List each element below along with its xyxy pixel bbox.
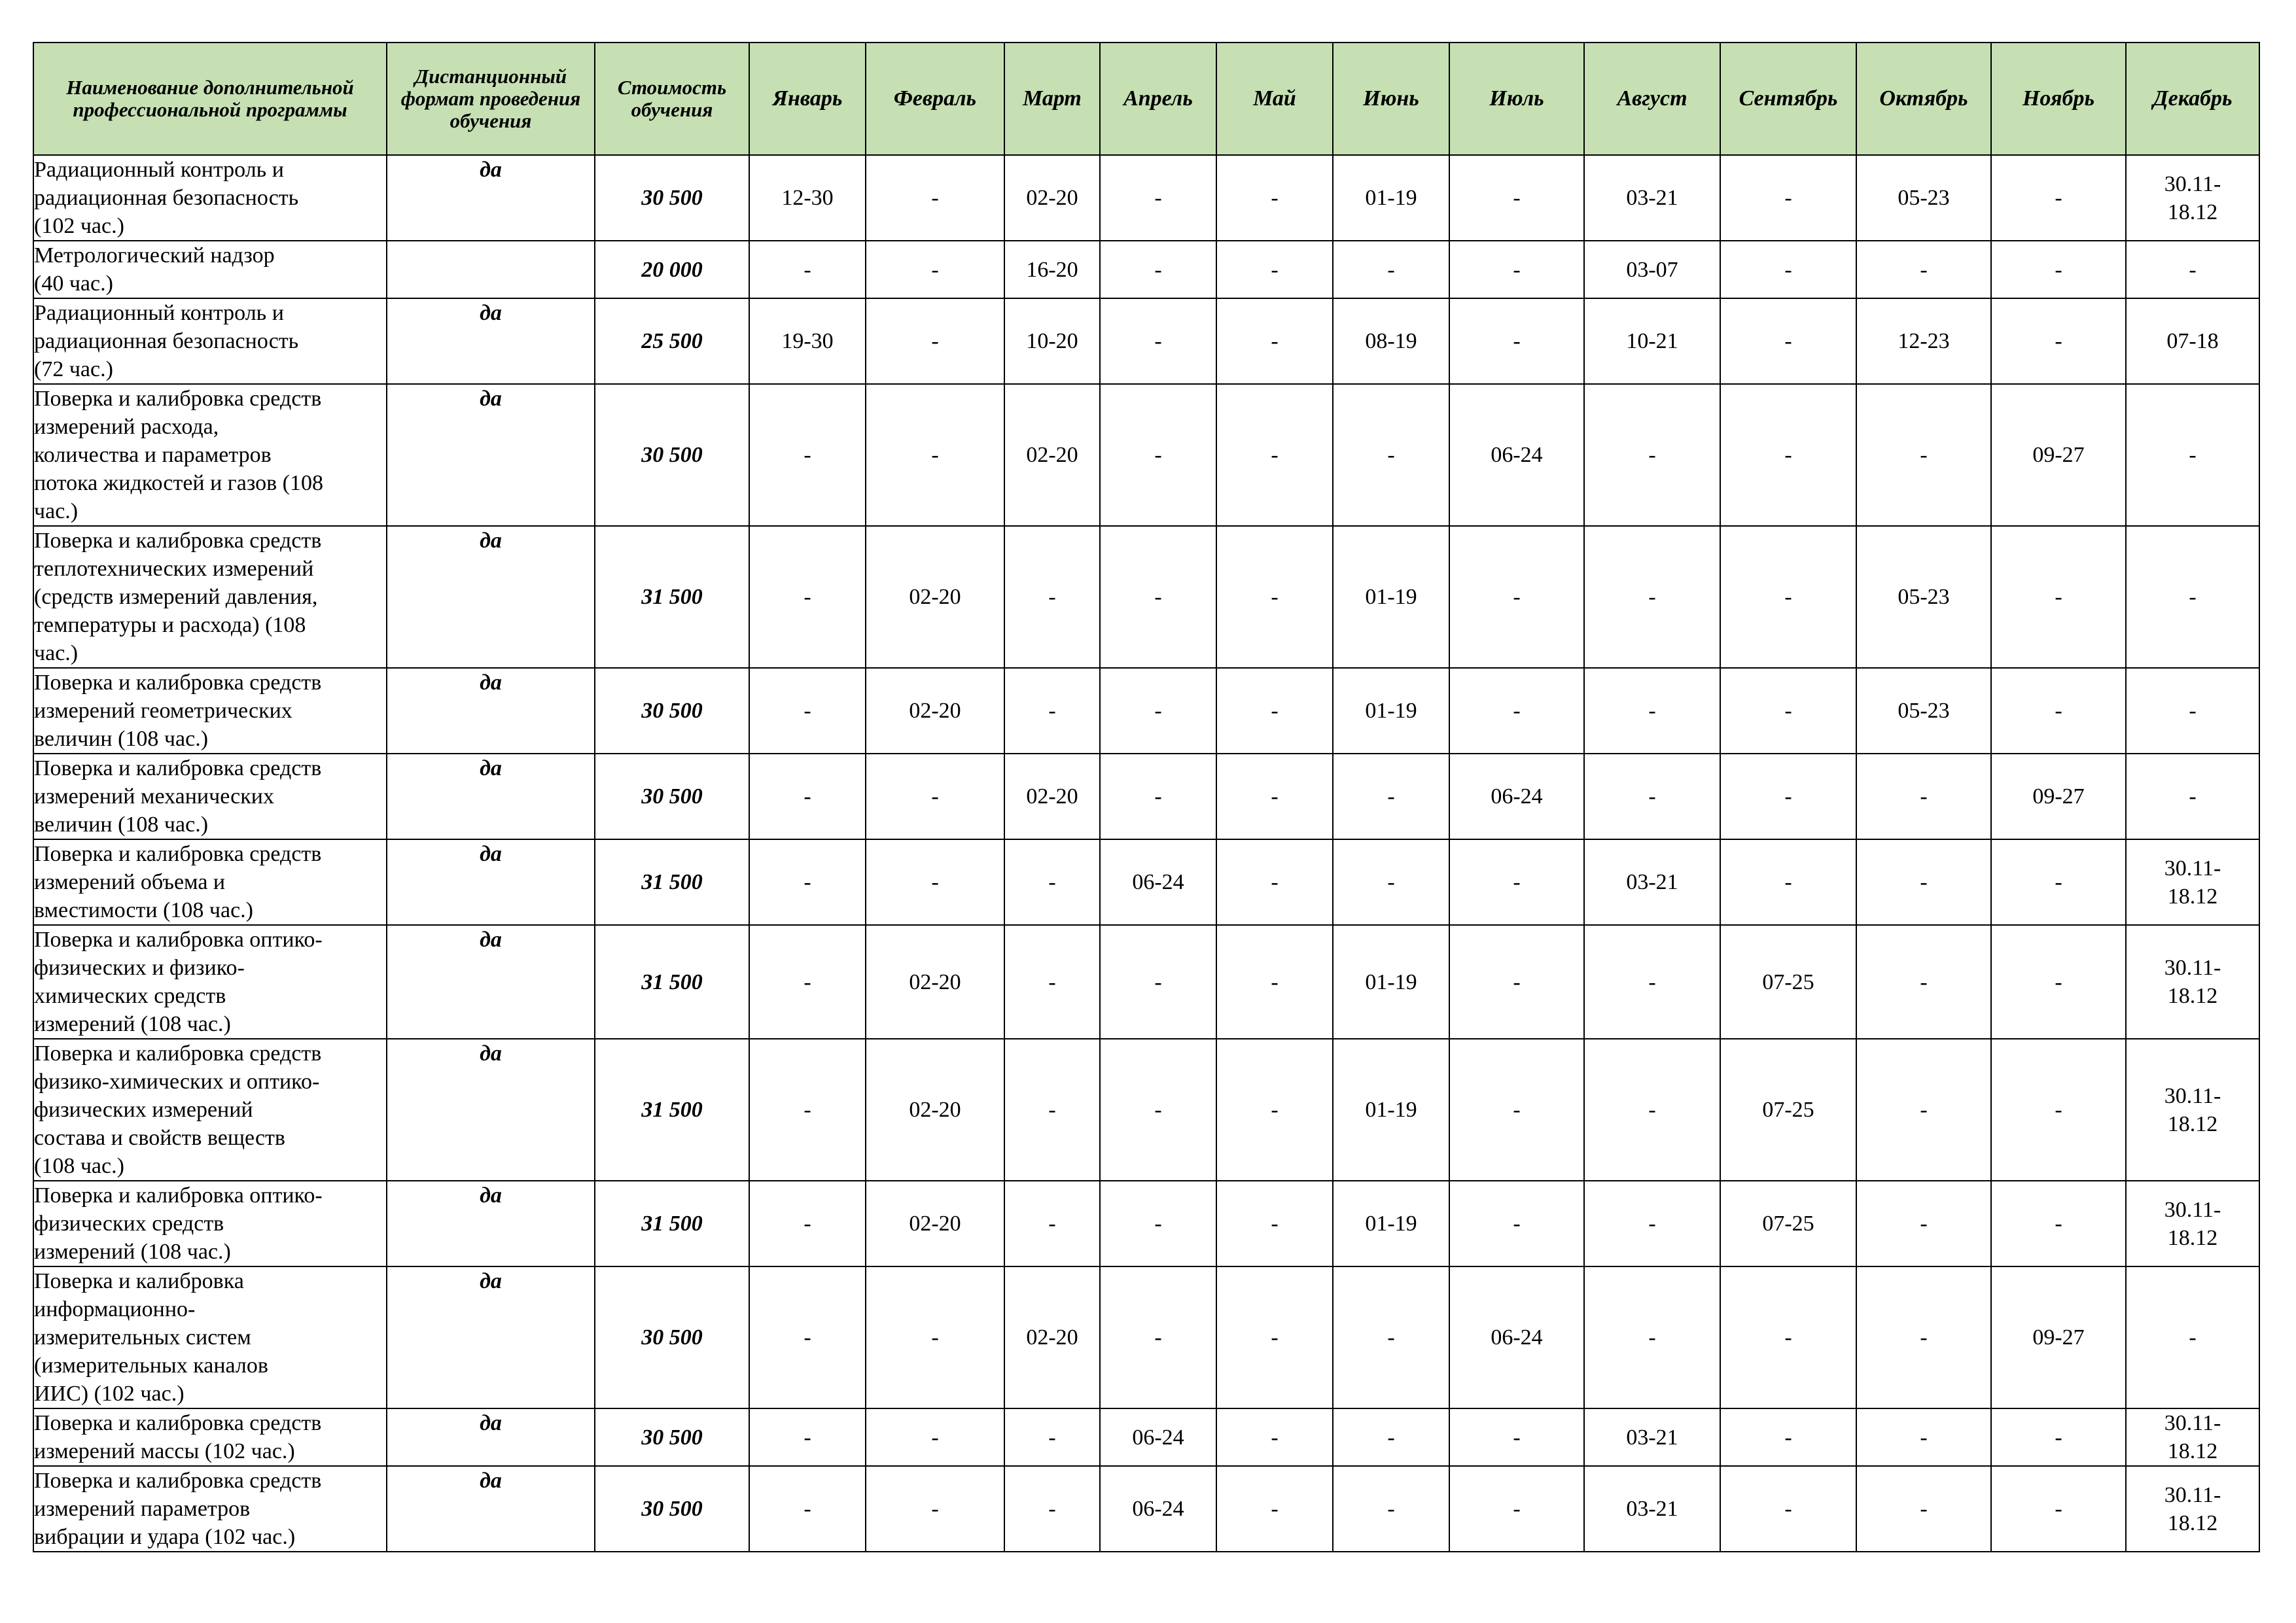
- month-date-cell: -: [866, 155, 1004, 241]
- table-row: [33, 925, 2259, 1039]
- month-date-cell: -: [1216, 384, 1333, 526]
- month-date-cell: -: [1991, 241, 2126, 298]
- month-date-cell: -: [1856, 1408, 1991, 1466]
- program-name-line: (72 час.): [34, 357, 113, 381]
- month-date-cell: -: [1100, 241, 1216, 298]
- month-date-cell: 05-23: [1856, 155, 1991, 241]
- month-date-cell: -: [1856, 1466, 1991, 1552]
- month-date-cell: -: [1333, 1266, 1449, 1408]
- month-date-cell: -: [1216, 298, 1333, 384]
- month-date-cell: 03-21: [1584, 1408, 1720, 1466]
- month-date-cell: -: [1216, 925, 1333, 1039]
- header-price: Стоимость обучения: [595, 43, 749, 155]
- month-date-cell: -: [1004, 1181, 1100, 1266]
- month-date-cell: -: [1216, 1466, 1333, 1552]
- month-date-cell: -: [1333, 384, 1449, 526]
- month-date-cell: -: [866, 754, 1004, 839]
- header-month: Май: [1216, 43, 1333, 155]
- month-date-cell: -: [749, 1039, 866, 1181]
- program-name-line: (средств измерений давления,: [34, 585, 318, 609]
- program-name-cell: [33, 925, 387, 1039]
- month-date-cell: -: [1856, 754, 1991, 839]
- program-name-line: (измерительных каналов: [34, 1353, 268, 1378]
- month-date-cell: -: [1100, 298, 1216, 384]
- month-date-cell: -: [1720, 839, 1856, 925]
- month-date-cell: 12-30: [749, 155, 866, 241]
- remote-format-cell: да: [387, 1039, 595, 1181]
- month-date-cell: 30.11- 18.12: [2126, 925, 2259, 1039]
- month-date-cell: -: [2126, 668, 2259, 754]
- header-month: Январь: [749, 43, 866, 155]
- month-date-cell: 05-23: [1856, 526, 1991, 668]
- month-date-cell: -: [1216, 668, 1333, 754]
- program-name-line: измерений расхода,: [34, 415, 219, 439]
- program-name-line: час.): [34, 499, 79, 523]
- month-date-cell: -: [749, 839, 866, 925]
- month-date-cell: 30.11- 18.12: [2126, 839, 2259, 925]
- month-date-cell: -: [1100, 754, 1216, 839]
- header-month: Октябрь: [1856, 43, 1991, 155]
- month-date-cell: 30.11- 18.12: [2126, 1181, 2259, 1266]
- month-date-cell: -: [1720, 668, 1856, 754]
- month-date-cell: 06-24: [1100, 839, 1216, 925]
- program-name-cell: [33, 1266, 387, 1408]
- table-row: [33, 241, 2259, 298]
- remote-format-cell: да: [387, 754, 595, 839]
- month-date-cell: -: [1856, 241, 1991, 298]
- header-month: Август: [1584, 43, 1720, 155]
- program-name-line: Поверка и калибровка средств: [34, 387, 322, 411]
- table-row: [33, 298, 2259, 384]
- program-name-line: измерительных систем: [34, 1325, 251, 1350]
- month-date-cell: 09-27: [1991, 384, 2126, 526]
- month-date-cell: -: [749, 1181, 866, 1266]
- program-name-line: радиационная безопасность: [34, 329, 299, 353]
- month-date-cell: -: [749, 925, 866, 1039]
- remote-format-cell: да: [387, 155, 595, 241]
- month-date-cell: -: [1004, 839, 1100, 925]
- month-date-cell: -: [1216, 839, 1333, 925]
- month-date-cell: 06-24: [1449, 1266, 1584, 1408]
- month-date-cell: -: [1449, 1181, 1584, 1266]
- month-date-cell: -: [1004, 1039, 1100, 1181]
- month-date-cell: -: [1100, 925, 1216, 1039]
- remote-format-cell: [387, 241, 595, 298]
- remote-format-cell: да: [387, 1408, 595, 1466]
- program-name-line: измерений параметров: [34, 1497, 251, 1521]
- program-name-line: вместимости (108 час.): [34, 898, 254, 922]
- month-date-cell: -: [749, 1266, 866, 1408]
- month-date-cell: -: [1216, 1181, 1333, 1266]
- month-date-cell: -: [866, 1466, 1004, 1552]
- month-date-cell: 03-21: [1584, 155, 1720, 241]
- month-date-cell: 05-23: [1856, 668, 1991, 754]
- header-remote: Дистанционный формат проведения обучения: [387, 43, 595, 155]
- table-row: [33, 839, 2259, 925]
- month-date-cell: 01-19: [1333, 668, 1449, 754]
- month-date-cell: -: [1449, 526, 1584, 668]
- program-name-line: Поверка и калибровка средств: [34, 756, 322, 780]
- month-date-cell: -: [749, 1466, 866, 1552]
- month-date-cell: 06-24: [1100, 1408, 1216, 1466]
- month-date-cell: 02-20: [1004, 754, 1100, 839]
- month-date-cell: -: [1100, 384, 1216, 526]
- month-date-cell: -: [1216, 155, 1333, 241]
- month-date-cell: -: [1449, 155, 1584, 241]
- month-date-cell: -: [1720, 384, 1856, 526]
- table-row: [33, 1408, 2259, 1466]
- month-date-cell: -: [1991, 1466, 2126, 1552]
- header-program: Наименование дополнительной профессиональной программы: [33, 43, 387, 155]
- remote-format-cell: да: [387, 1181, 595, 1266]
- month-date-cell: -: [866, 241, 1004, 298]
- header-month: Июль: [1449, 43, 1584, 155]
- price-cell: 30 500: [595, 1408, 749, 1466]
- price-cell: 30 500: [595, 155, 749, 241]
- month-date-cell: 30.11- 18.12: [2126, 1408, 2259, 1466]
- table-row: [33, 1039, 2259, 1181]
- month-date-cell: -: [866, 298, 1004, 384]
- month-date-cell: 03-21: [1584, 839, 1720, 925]
- month-date-cell: -: [1584, 1266, 1720, 1408]
- remote-format-cell: да: [387, 526, 595, 668]
- month-date-cell: 30.11- 18.12: [2126, 1466, 2259, 1552]
- program-name-cell: [33, 1408, 387, 1466]
- month-date-cell: 07-25: [1720, 1181, 1856, 1266]
- program-name-line: Поверка и калибровка: [34, 1269, 244, 1293]
- month-date-cell: -: [1584, 1039, 1720, 1181]
- month-date-cell: -: [749, 241, 866, 298]
- month-date-cell: -: [1720, 1266, 1856, 1408]
- month-date-cell: -: [1216, 241, 1333, 298]
- month-date-cell: 01-19: [1333, 925, 1449, 1039]
- month-date-cell: -: [749, 384, 866, 526]
- month-date-cell: 03-21: [1584, 1466, 1720, 1552]
- program-name-line: измерений (108 час.): [34, 1012, 231, 1036]
- month-date-cell: -: [1100, 155, 1216, 241]
- month-date-cell: -: [1584, 668, 1720, 754]
- month-date-cell: -: [1991, 668, 2126, 754]
- month-date-cell: 02-20: [1004, 384, 1100, 526]
- month-date-cell: 16-20: [1004, 241, 1100, 298]
- program-name-line: (108 час.): [34, 1154, 124, 1178]
- program-name-line: состава и свойств веществ: [34, 1126, 285, 1150]
- month-date-cell: -: [2126, 241, 2259, 298]
- month-date-cell: -: [1004, 925, 1100, 1039]
- month-date-cell: -: [1584, 526, 1720, 668]
- header-month: Апрель: [1100, 43, 1216, 155]
- month-date-cell: -: [1720, 1466, 1856, 1552]
- month-date-cell: -: [1004, 1466, 1100, 1552]
- program-name-cell: [33, 155, 387, 241]
- price-cell: 30 500: [595, 384, 749, 526]
- program-name-line: измерений (108 час.): [34, 1240, 231, 1264]
- month-date-cell: -: [1004, 668, 1100, 754]
- program-name-line: физических средств: [34, 1212, 224, 1236]
- month-date-cell: -: [1449, 241, 1584, 298]
- month-date-cell: -: [1100, 1266, 1216, 1408]
- price-cell: 25 500: [595, 298, 749, 384]
- month-date-cell: -: [1991, 1039, 2126, 1181]
- month-date-cell: -: [1449, 839, 1584, 925]
- program-name-cell: [33, 1181, 387, 1266]
- month-date-cell: -: [1004, 526, 1100, 668]
- month-date-cell: 06-24: [1449, 384, 1584, 526]
- program-name-line: химических средств: [34, 984, 226, 1008]
- table-row: [33, 1466, 2259, 1552]
- header-month: Март: [1004, 43, 1100, 155]
- program-name-cell: [33, 1466, 387, 1552]
- price-cell: 31 500: [595, 1181, 749, 1266]
- price-cell: 30 500: [595, 754, 749, 839]
- month-date-cell: 07-25: [1720, 925, 1856, 1039]
- program-name-cell: [33, 668, 387, 754]
- month-date-cell: 06-24: [1449, 754, 1584, 839]
- month-date-cell: -: [1100, 1181, 1216, 1266]
- month-date-cell: -: [1449, 1408, 1584, 1466]
- month-date-cell: -: [1333, 1466, 1449, 1552]
- program-name-cell: [33, 1039, 387, 1181]
- header-month: Ноябрь: [1991, 43, 2126, 155]
- table-row: [33, 155, 2259, 241]
- month-date-cell: -: [1991, 298, 2126, 384]
- month-date-cell: 01-19: [1333, 155, 1449, 241]
- remote-format-cell: да: [387, 925, 595, 1039]
- header-month: Июнь: [1333, 43, 1449, 155]
- price-cell: 30 500: [595, 668, 749, 754]
- month-date-cell: 12-23: [1856, 298, 1991, 384]
- month-date-cell: 03-07: [1584, 241, 1720, 298]
- program-name-cell: [33, 526, 387, 668]
- program-name-line: измерений объема и: [34, 870, 226, 894]
- remote-format-cell: да: [387, 668, 595, 754]
- month-date-cell: -: [1216, 526, 1333, 668]
- month-date-cell: -: [2126, 526, 2259, 668]
- program-name-line: Радиационный контроль и: [34, 301, 284, 325]
- table-row: [33, 668, 2259, 754]
- program-name-cell: [33, 298, 387, 384]
- month-date-cell: -: [1856, 925, 1991, 1039]
- program-name-line: Поверка и калибровка средств: [34, 1469, 322, 1493]
- schedule-sheet: [33, 42, 2260, 1552]
- month-date-cell: -: [1100, 668, 1216, 754]
- price-cell: 31 500: [595, 1039, 749, 1181]
- month-date-cell: -: [1216, 1039, 1333, 1181]
- price-cell: 31 500: [595, 839, 749, 925]
- remote-format-cell: да: [387, 1466, 595, 1552]
- program-name-line: Метрологический надзор: [34, 243, 275, 268]
- program-name-line: физико-химических и оптико-: [34, 1070, 320, 1094]
- month-date-cell: 07-18: [2126, 298, 2259, 384]
- month-date-cell: -: [1720, 526, 1856, 668]
- table-row: [33, 384, 2259, 526]
- program-name-line: ИИС) (102 час.): [34, 1382, 185, 1406]
- month-date-cell: -: [1720, 241, 1856, 298]
- month-date-cell: -: [1333, 754, 1449, 839]
- remote-format-cell: да: [387, 1266, 595, 1408]
- program-name-line: Поверка и калибровка оптико-: [34, 928, 323, 952]
- month-date-cell: -: [1333, 1408, 1449, 1466]
- month-date-cell: 01-19: [1333, 526, 1449, 668]
- month-date-cell: 02-20: [866, 668, 1004, 754]
- program-name-line: измерений массы (102 час.): [34, 1439, 295, 1463]
- month-date-cell: -: [1856, 384, 1991, 526]
- program-name-line: Поверка и калибровка оптико-: [34, 1183, 323, 1208]
- month-date-cell: -: [1449, 925, 1584, 1039]
- month-date-cell: -: [1004, 1408, 1100, 1466]
- month-date-cell: -: [1100, 526, 1216, 668]
- month-date-cell: 02-20: [866, 526, 1004, 668]
- month-date-cell: -: [1584, 754, 1720, 839]
- month-date-cell: -: [2126, 1266, 2259, 1408]
- program-name-line: (40 час.): [34, 271, 113, 296]
- program-name-cell: [33, 839, 387, 925]
- program-name-line: Поверка и калибровка средств: [34, 529, 322, 553]
- header-row: [33, 43, 2259, 155]
- program-name-line: Поверка и калибровка средств: [34, 842, 322, 866]
- month-date-cell: 10-20: [1004, 298, 1100, 384]
- program-name-line: радиационная безопасность: [34, 186, 299, 210]
- program-name-line: величин (108 час.): [34, 727, 209, 751]
- month-date-cell: -: [1991, 1181, 2126, 1266]
- month-date-cell: 02-20: [866, 1039, 1004, 1181]
- program-name-line: Поверка и калибровка средств: [34, 671, 322, 695]
- month-date-cell: -: [1449, 668, 1584, 754]
- month-date-cell: -: [1584, 1181, 1720, 1266]
- month-date-cell: 01-19: [1333, 1039, 1449, 1181]
- month-date-cell: -: [1856, 839, 1991, 925]
- program-name-line: Поверка и калибровка средств: [34, 1411, 322, 1435]
- month-date-cell: -: [749, 1408, 866, 1466]
- month-date-cell: -: [1449, 1466, 1584, 1552]
- month-date-cell: -: [1991, 1408, 2126, 1466]
- month-date-cell: -: [749, 754, 866, 839]
- month-date-cell: 02-20: [866, 925, 1004, 1039]
- header-month: Февраль: [866, 43, 1004, 155]
- month-date-cell: -: [749, 668, 866, 754]
- month-date-cell: -: [1720, 155, 1856, 241]
- month-date-cell: -: [1856, 1181, 1991, 1266]
- month-date-cell: 02-20: [1004, 155, 1100, 241]
- table-row: [33, 754, 2259, 839]
- month-date-cell: -: [866, 1266, 1004, 1408]
- price-cell: 20 000: [595, 241, 749, 298]
- month-date-cell: -: [1216, 754, 1333, 839]
- program-name-line: Поверка и калибровка средств: [34, 1041, 322, 1066]
- month-date-cell: 09-27: [1991, 754, 2126, 839]
- month-date-cell: 10-21: [1584, 298, 1720, 384]
- program-name-line: Радиационный контроль и: [34, 158, 284, 182]
- month-date-cell: 06-24: [1100, 1466, 1216, 1552]
- month-date-cell: 08-19: [1333, 298, 1449, 384]
- month-date-cell: -: [2126, 754, 2259, 839]
- remote-format-cell: да: [387, 384, 595, 526]
- month-date-cell: -: [1991, 526, 2126, 668]
- month-date-cell: -: [1216, 1408, 1333, 1466]
- month-date-cell: -: [1991, 925, 2126, 1039]
- program-name-line: информационно-: [34, 1297, 196, 1321]
- month-date-cell: -: [1100, 1039, 1216, 1181]
- program-name-line: потока жидкостей и газов (108: [34, 471, 323, 495]
- program-name-line: теплотехнических измерений: [34, 557, 314, 581]
- program-name-line: час.): [34, 641, 79, 665]
- program-name-line: измерений геометрических: [34, 699, 292, 723]
- price-cell: 30 500: [595, 1466, 749, 1552]
- month-date-cell: -: [1991, 839, 2126, 925]
- program-name-cell: [33, 241, 387, 298]
- month-date-cell: -: [1584, 384, 1720, 526]
- header-month: Сентябрь: [1720, 43, 1856, 155]
- month-date-cell: 09-27: [1991, 1266, 2126, 1408]
- table-row: [33, 1181, 2259, 1266]
- program-name-line: величин (108 час.): [34, 812, 209, 837]
- month-date-cell: -: [1584, 925, 1720, 1039]
- month-date-cell: 01-19: [1333, 1181, 1449, 1266]
- schedule-table: [33, 42, 2260, 1552]
- program-name-cell: [33, 754, 387, 839]
- program-name-line: температуры и расхода) (108: [34, 613, 306, 637]
- month-date-cell: -: [1333, 839, 1449, 925]
- month-date-cell: -: [1449, 298, 1584, 384]
- program-name-line: измерений механических: [34, 784, 274, 809]
- price-cell: 31 500: [595, 526, 749, 668]
- remote-format-cell: да: [387, 298, 595, 384]
- month-date-cell: -: [866, 839, 1004, 925]
- month-date-cell: -: [1720, 754, 1856, 839]
- program-name-line: (102 час.): [34, 214, 124, 238]
- month-date-cell: -: [866, 1408, 1004, 1466]
- month-date-cell: -: [1449, 1039, 1584, 1181]
- month-date-cell: 30.11- 18.12: [2126, 1039, 2259, 1181]
- month-date-cell: -: [1856, 1266, 1991, 1408]
- month-date-cell: 07-25: [1720, 1039, 1856, 1181]
- month-date-cell: -: [1333, 241, 1449, 298]
- program-name-cell: [33, 384, 387, 526]
- month-date-cell: -: [749, 526, 866, 668]
- program-name-line: вибрации и удара (102 час.): [34, 1525, 296, 1549]
- price-cell: 30 500: [595, 1266, 749, 1408]
- month-date-cell: 02-20: [866, 1181, 1004, 1266]
- table-row: [33, 1266, 2259, 1408]
- schedule-body: [33, 155, 2259, 1552]
- month-date-cell: -: [1856, 1039, 1991, 1181]
- month-date-cell: -: [1216, 1266, 1333, 1408]
- remote-format-cell: да: [387, 839, 595, 925]
- program-name-line: физических измерений: [34, 1098, 253, 1122]
- program-name-line: физических и физико-: [34, 956, 245, 980]
- month-date-cell: 30.11- 18.12: [2126, 155, 2259, 241]
- month-date-cell: -: [2126, 384, 2259, 526]
- month-date-cell: 19-30: [749, 298, 866, 384]
- month-date-cell: -: [1991, 155, 2126, 241]
- price-cell: 31 500: [595, 925, 749, 1039]
- table-row: [33, 526, 2259, 668]
- month-date-cell: 02-20: [1004, 1266, 1100, 1408]
- month-date-cell: -: [1720, 1408, 1856, 1466]
- month-date-cell: -: [1720, 298, 1856, 384]
- program-name-line: количества и параметров: [34, 443, 272, 467]
- month-date-cell: -: [866, 384, 1004, 526]
- header-month: Декабрь: [2126, 43, 2259, 155]
